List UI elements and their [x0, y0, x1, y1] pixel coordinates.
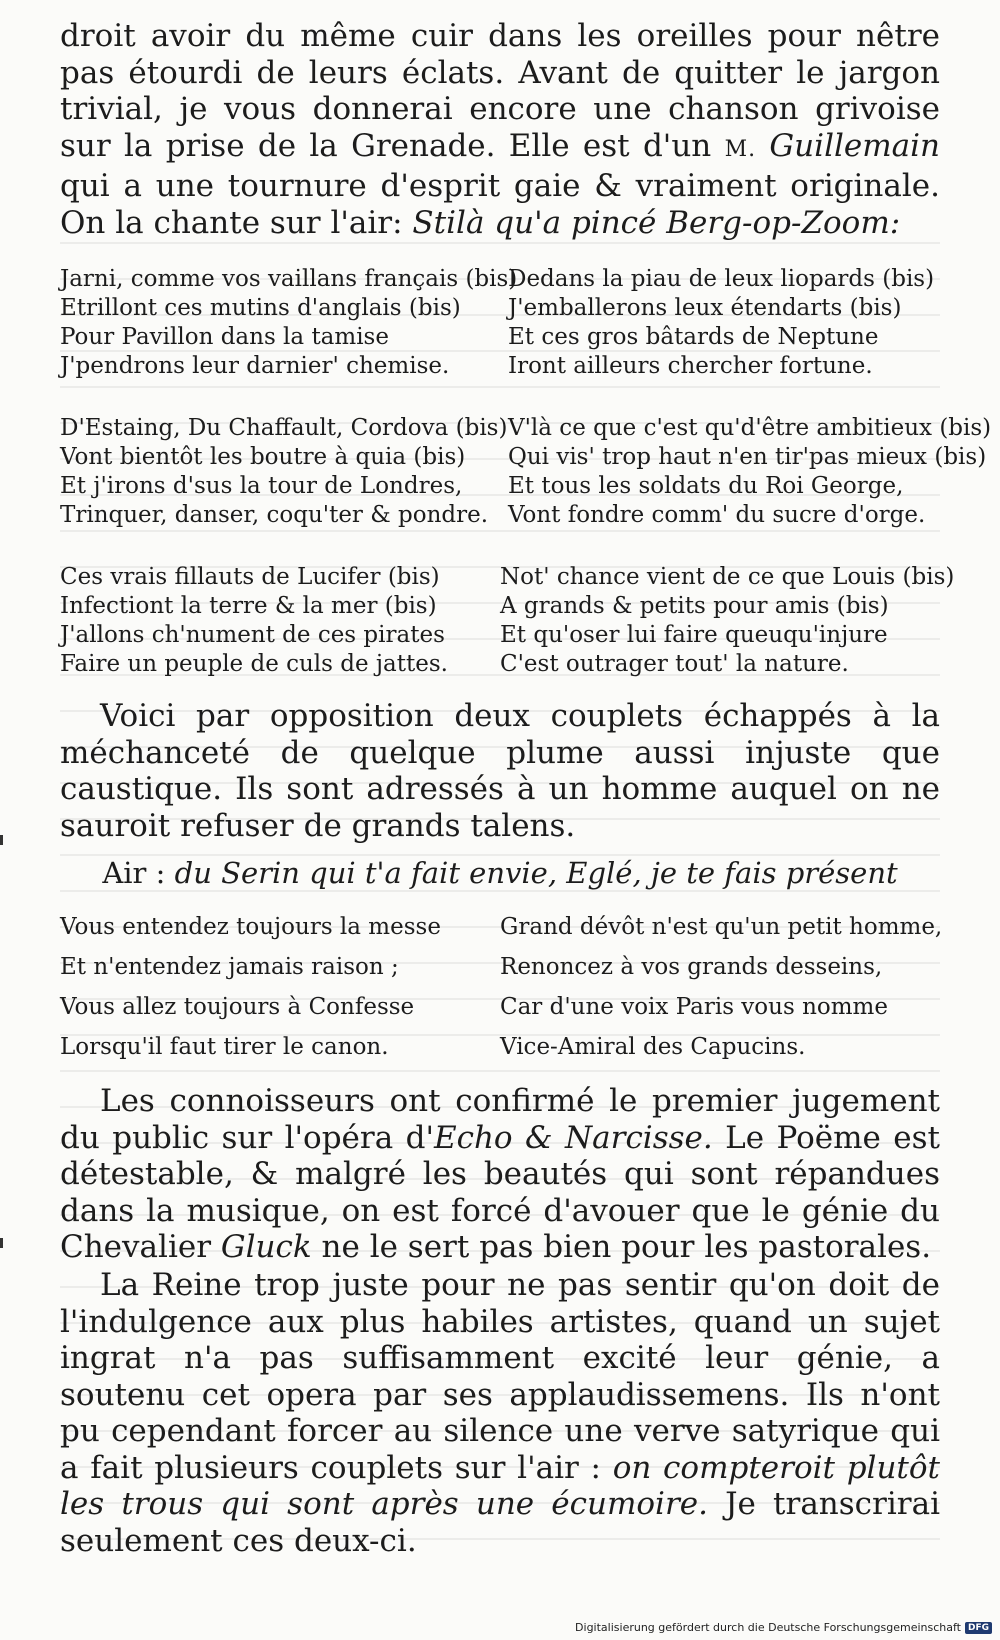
verse-line: Etrillont ces mutins d'anglais (bis)	[60, 295, 461, 321]
verse-line: J'allons ch'nument de ces pirates	[60, 622, 445, 648]
verse-line: J'pendrons leur darnier' chemise.	[60, 353, 450, 379]
paragraph-reine	[60, 1267, 940, 1559]
verse-line: A grands & petits pour amis (bis)	[500, 593, 889, 619]
verse-line: Dedans la piau de leux liopards (bis)	[508, 266, 935, 292]
verse-line: Vont fondre comm' du sucre d'orge.	[508, 502, 926, 528]
digitization-footer	[575, 1621, 992, 1634]
para3-text-b: Le Poëme est détestable, & malgré les beautés qui sont répandues dans la musique, on est forcé d'avouer que le génie du Chevalier	[60, 1119, 940, 1265]
dfg-logo-icon: DFG	[965, 1622, 992, 1634]
verse-line: Vous entendez toujours la messe	[60, 914, 441, 940]
song1-stanza-1-left	[60, 265, 518, 381]
verse-line: Not' chance vient de ce que Louis (bis)	[500, 564, 955, 590]
para1-monsieur: M.	[724, 136, 757, 162]
verse-line: C'est outrager tout' la nature.	[500, 651, 849, 677]
verse-line: Et qu'oser lui faire queuqu'injure	[500, 622, 888, 648]
song1-stanza-1	[60, 265, 940, 381]
song1-stanza-3-right	[492, 563, 955, 679]
verse-line: Et ces gros bâtards de Neptune	[508, 324, 879, 350]
song1-stanza-2	[60, 414, 992, 530]
verse-line: Pour Pavillon dans la tamise	[60, 324, 389, 350]
song1-stanza-2-right	[500, 414, 992, 530]
paragraph-echo-narcisse	[60, 1083, 940, 1266]
verse-line: Renoncez à vos grands desseins,	[500, 954, 883, 980]
verse-line: J'emballerons leux étendarts (bis)	[508, 295, 902, 321]
verse-line: Lorsqu'il faut tirer le canon.	[60, 1034, 389, 1060]
air-label: Air :	[102, 856, 166, 890]
para3-text-a: Les connoisseurs ont confirmé le premier jugement du public sur l'opéra d'	[60, 1083, 940, 1156]
para1-author: Guillemain	[769, 127, 940, 164]
para3-opera-title: Echo & Narcisse.	[433, 1119, 713, 1156]
para3-text-c: ne le sert pas bien pour les pastorales.	[311, 1229, 932, 1265]
song2-left	[60, 907, 492, 1067]
margin-mark	[0, 835, 3, 845]
para4-text-a: La Reine trop juste pour ne pas sentir qu'on doit de l'indulgence aux plus habiles artistes, quand un sujet ingrat n'a pas suffisamment excité leur génie, a soutenu cet opera par ses applaudissemens. Ils n'ont pu cependant forcer au silence une verve satyrique qui a fait plusieurs couplets sur l'air :	[60, 1267, 940, 1486]
verse-line: Car d'une voix Paris vous nomme	[500, 994, 888, 1020]
song2-couplets	[60, 907, 943, 1067]
margin-mark	[0, 1238, 3, 1248]
verse-line: V'là ce que c'est qu'd'être ambitieux (bis)	[508, 415, 992, 441]
para1-air-title: Stilà qu'a pincé Berg-op-Zoom:	[412, 204, 901, 241]
verse-line: Et n'entendez jamais raison ;	[60, 954, 399, 980]
verse-line: Iront ailleurs chercher fortune.	[508, 353, 873, 379]
song1-stanza-3-left	[60, 563, 492, 679]
verse-line: Qui vis' trop haut n'en tir'pas mieux (bis)	[508, 444, 987, 470]
para4-text-b: Je transcrirai seulement ces deux-ci.	[60, 1486, 940, 1559]
para1-text-a: droit avoir du même cuir dans les oreilles pour nêtre pas étourdi de leurs éclats. Avant de quitter le jargon trivial, je vous donnerai encore une chanson grivoise sur la prise de la Grenade. Elle est d'un	[60, 18, 940, 164]
song1-stanza-2-left	[60, 414, 508, 530]
verse-line: Et j'irons d'sus la tour de Londres,	[60, 473, 463, 499]
verse-line: Grand dévôt n'est qu'un petit homme,	[500, 914, 943, 940]
paragraph-guillemain-intro	[60, 18, 940, 241]
song1-stanza-1-right	[500, 265, 940, 381]
song1-stanza-3	[60, 563, 955, 679]
footer-credit-text: Digitalisierung gefördert durch die Deutsche Forschungsgemeinschaft	[575, 1621, 961, 1634]
verse-line: D'Estaing, Du Chaffault, Cordova (bis)	[60, 415, 508, 441]
para3-composer: Gluck	[220, 1229, 312, 1265]
verse-line: Faire un peuple de culs de jattes.	[60, 651, 448, 677]
para2-text: Voici par opposition deux couplets échappés à la méchanceté de quelque plume aussi injuste que caustique. Ils sont adressés à un homme auquel on ne sauroit refuser de grands talens.	[60, 698, 940, 844]
verse-line: Ces vrais fillauts de Lucifer (bis)	[60, 564, 440, 590]
verse-line: Et tous les soldats du Roi George,	[508, 473, 904, 499]
verse-line: Vice-Amiral des Capucins.	[500, 1034, 806, 1060]
para4-tune: on compteroit plutôt les trous qui sont après une écumoire.	[60, 1449, 941, 1522]
verse-line: Trinquer, danser, coqu'ter & pondre.	[60, 502, 489, 528]
verse-line: Vous allez toujours à Confesse	[60, 994, 415, 1020]
para1-text-b: qui a une tournure d'esprit gaie & vraiment originale. On la chante sur l'air:	[60, 168, 940, 241]
verse-line: Vont bientôt les boutre à quia (bis)	[60, 444, 466, 470]
song2-right	[492, 907, 943, 1067]
air-tune: du Serin qui t'a fait envie, Eglé, je te fais présent	[174, 856, 898, 890]
verse-line: Jarni, comme vos vaillans français (bis)	[60, 266, 518, 292]
verse-line: Infectiont la terre & la mer (bis)	[60, 593, 437, 619]
paragraph-opposition	[60, 698, 940, 844]
air-heading	[60, 855, 940, 891]
